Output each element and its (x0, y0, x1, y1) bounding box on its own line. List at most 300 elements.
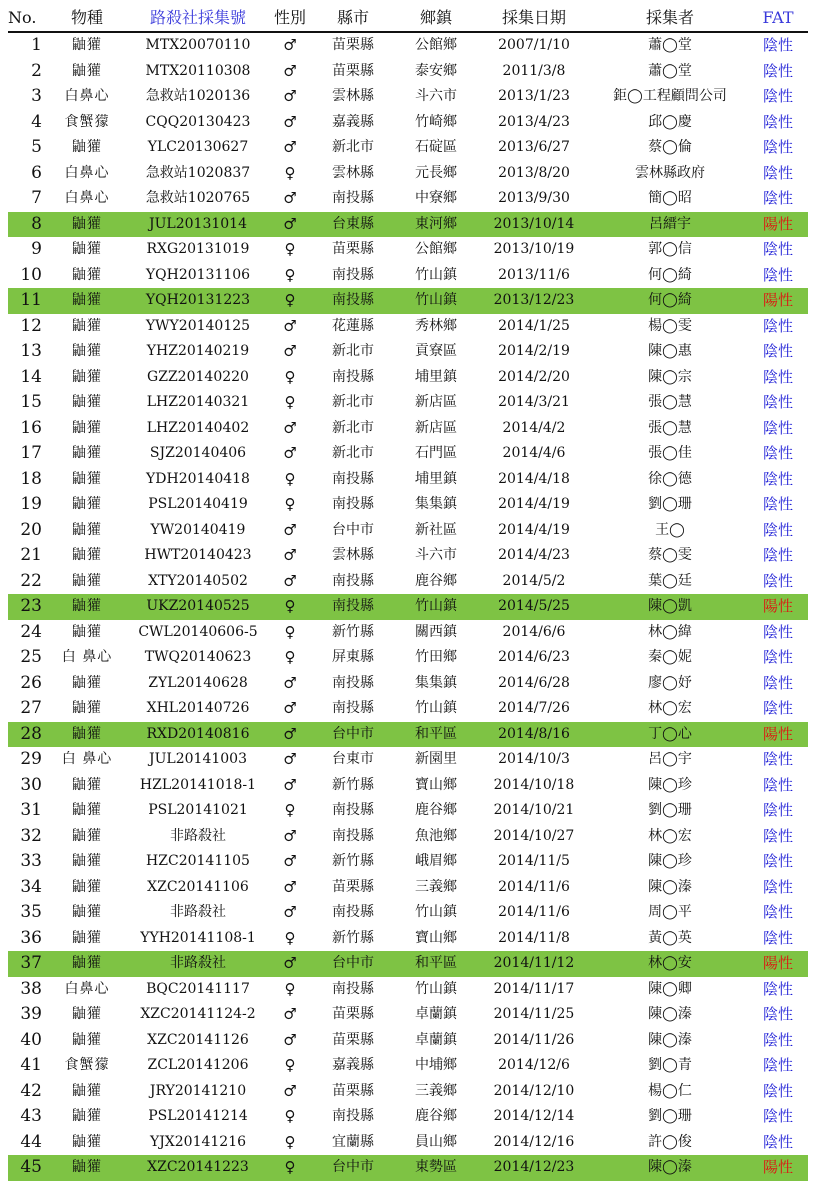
cell-no: 37 (8, 951, 48, 977)
table-row (8, 263, 808, 289)
cell-no: 43 (20, 1106, 42, 1126)
cell-species: 鼬獾 (72, 1133, 102, 1150)
cell-fat-result: 陰性 (762, 138, 793, 156)
cell-specimen-id: LHZ20140402 (146, 419, 250, 436)
cell-county: 台中市 (332, 521, 374, 538)
cell-species: 鼬獾 (72, 266, 102, 283)
cell-specimen-id: SJZ20140406 (149, 445, 247, 461)
cell-town: 中埔鄉 (415, 1057, 457, 1073)
table-row (8, 1104, 808, 1130)
cell-fat-result: 陰性 (762, 520, 793, 539)
cell-sex: ♀ (284, 393, 296, 411)
cell-no: 5 (31, 137, 42, 157)
cell-collector: 楊◯雯 (648, 317, 692, 334)
cell-species: 鼬獾 (72, 368, 102, 385)
cell-specimen-id: RXG20131019 (146, 241, 250, 257)
cell-fat-result: 陰性 (762, 852, 793, 870)
cell-county: 雲林縣 (332, 164, 374, 181)
cell-town: 公館鄉 (415, 241, 457, 257)
cell-sex: ♂ (283, 673, 297, 692)
cell-collector: 林◯宏 (648, 700, 692, 716)
cell-sex: ♀ (284, 801, 296, 819)
table-row (8, 1053, 808, 1079)
cell-no: 23 (8, 594, 48, 620)
cell-county: 南投縣 (332, 802, 374, 818)
cell-town: 寶山鄉 (415, 929, 457, 946)
table-row (8, 1028, 808, 1054)
cell-species: 鼬獾 (72, 470, 102, 487)
cell-county: 台中市 (310, 951, 396, 977)
table-row-positive (8, 288, 808, 314)
header-no: No. (8, 5, 48, 32)
table-row (8, 620, 808, 646)
cell-sex: ♀ (284, 163, 296, 182)
cell-no: 2 (31, 60, 42, 81)
cell-specimen-id: YQH20131106 (145, 266, 251, 283)
cell-sex: ♂ (283, 520, 297, 539)
cell-date: 2014/11/5 (498, 853, 570, 869)
cell-collector: 陳◯宗 (648, 368, 692, 385)
cell-sex: ♀ (270, 1155, 310, 1181)
cell-species: 鼬獾 (72, 853, 102, 869)
cell-specimen-id: 急救站1020837 (145, 164, 251, 181)
cell-town: 鹿谷鄉 (415, 572, 457, 589)
cell-town: 東勢區 (396, 1155, 476, 1181)
cell-no: 45 (8, 1155, 48, 1181)
cell-fat-result: 陰性 (762, 673, 793, 692)
table-row (8, 161, 808, 187)
table-row (8, 59, 808, 85)
cell-fat-result: 陰性 (762, 826, 793, 845)
cell-specimen-id: UKZ20140525 (126, 594, 270, 620)
cell-collector: 林◯宏 (648, 827, 692, 844)
table-row (8, 84, 808, 110)
cell-sex: ♂ (283, 418, 297, 437)
cell-no: 32 (20, 825, 42, 846)
cell-town: 峨眉鄉 (415, 853, 457, 869)
header-fat: FAT (748, 5, 808, 32)
cell-collector: 陳◯溱 (648, 1031, 692, 1048)
cell-date: 2014/4/19 (498, 521, 570, 538)
cell-species: 鼬獾 (72, 674, 102, 691)
cell-date: 2014/4/18 (498, 470, 570, 487)
cell-date: 2014/10/27 (493, 827, 575, 844)
cell-no: 20 (20, 519, 42, 540)
cell-town: 新店區 (415, 419, 457, 436)
cell-fat-result: 陽性 (748, 951, 808, 977)
table-header (8, 5, 808, 32)
cell-sex: ♂ (283, 571, 297, 590)
cell-species: 鼬獾 (72, 521, 102, 538)
cell-town: 鹿谷鄉 (415, 802, 457, 818)
cell-sex: ♂ (283, 444, 297, 462)
cell-species: 鼬獾 (72, 878, 102, 895)
cell-no: 28 (8, 722, 48, 748)
cell-fat-result: 陰性 (762, 342, 793, 360)
table-row (8, 773, 808, 799)
cell-sex: ♂ (270, 212, 310, 238)
cell-county: 新北市 (332, 343, 374, 359)
table-row (8, 467, 808, 493)
cell-no: 3 (31, 86, 42, 106)
cell-date: 2014/5/2 (502, 572, 566, 589)
cell-collector: 陳◯溱 (592, 1155, 748, 1181)
cell-sex: ♂ (283, 775, 297, 794)
cell-county: 台中市 (310, 722, 396, 748)
cell-county: 嘉義縣 (332, 1057, 374, 1073)
cell-no: 19 (20, 494, 42, 514)
cell-no: 24 (20, 621, 42, 642)
cell-specimen-id: 非路殺社 (126, 951, 270, 977)
cell-sex: ♂ (283, 750, 297, 768)
cell-specimen-id: YW20140419 (150, 521, 246, 538)
table-row (8, 186, 808, 212)
cell-fat-result: 陰性 (762, 393, 793, 411)
cell-town: 竹山鎮 (396, 288, 476, 314)
cell-specimen-id: YDH20140418 (146, 470, 250, 487)
cell-specimen-id: JUL20141003 (149, 751, 247, 767)
table-row (8, 416, 808, 442)
cell-town: 元長鄉 (415, 164, 457, 181)
cell-fat-result: 陰性 (762, 469, 793, 488)
cell-fat-result: 陰性 (762, 1005, 793, 1023)
cell-collector: 秦◯妮 (648, 649, 692, 665)
cell-no: 22 (20, 570, 42, 591)
cell-species: 白鼻心 (64, 980, 110, 997)
cell-species: 鼬獾 (48, 212, 126, 238)
cell-date: 2014/11/6 (498, 878, 570, 895)
table-row (8, 1002, 808, 1028)
cell-date: 2014/4/2 (502, 419, 566, 436)
cell-no: 18 (20, 468, 42, 489)
cell-town: 卓蘭鎮 (415, 1031, 457, 1048)
table-row (8, 824, 808, 850)
cell-fat-result: 陰性 (762, 928, 793, 947)
cell-no: 8 (8, 212, 48, 238)
cell-county: 南投縣 (332, 572, 374, 589)
cell-collector: 王◯ (655, 521, 685, 538)
cell-specimen-id: XZC20141106 (147, 878, 249, 895)
cell-no: 30 (20, 774, 42, 795)
cell-species: 鼬獾 (72, 394, 102, 410)
cell-species: 鼬獾 (72, 445, 102, 461)
cell-date: 2013/12/23 (476, 288, 592, 314)
table-row (8, 390, 808, 416)
cell-no: 4 (31, 111, 42, 132)
cell-no: 27 (20, 698, 42, 718)
cell-species: 鼬獾 (72, 419, 102, 436)
header-county: 縣市 (310, 5, 396, 32)
cell-specimen-id: RXD20140816 (126, 722, 270, 748)
cell-collector: 葉◯廷 (648, 572, 692, 589)
cell-species: 鼬獾 (48, 1155, 126, 1181)
cell-fat-result: 陰性 (762, 1056, 793, 1074)
cell-date: 2011/3/8 (502, 62, 566, 79)
cell-town: 新社區 (415, 521, 457, 538)
cell-fat-result: 陰性 (762, 648, 793, 666)
cell-no: 11 (8, 288, 48, 314)
cell-collector: 蔡◯倫 (648, 139, 692, 155)
cell-town: 竹崎鄉 (415, 113, 457, 130)
cell-town: 卓蘭鎮 (415, 1006, 457, 1022)
cell-county: 新北市 (332, 445, 374, 461)
table-row (8, 339, 808, 365)
cell-specimen-id: HZL20141018-1 (139, 776, 257, 793)
cell-date: 2014/8/16 (476, 722, 592, 748)
header-id: 路殺社採集號 (126, 5, 270, 32)
cell-no: 39 (20, 1004, 42, 1024)
cell-fat-result: 陰性 (762, 622, 793, 641)
cell-sex: ♂ (283, 852, 297, 870)
cell-sex: ♀ (284, 979, 296, 998)
cell-sex: ♀ (284, 1107, 296, 1125)
cell-sex: ♂ (283, 342, 297, 360)
cell-sex: ♂ (270, 951, 310, 977)
cell-town: 中寮鄉 (415, 190, 457, 206)
cell-town: 新園里 (415, 751, 457, 767)
cell-sex: ♂ (270, 722, 310, 748)
cell-sex: ♀ (284, 495, 296, 513)
cell-town: 斗六市 (415, 88, 457, 104)
cell-sex: ♂ (283, 877, 297, 896)
cell-town: 竹山鎮 (396, 594, 476, 620)
cell-sex: ♀ (270, 288, 310, 314)
cell-collector: 周◯平 (648, 904, 692, 920)
cell-town: 寶山鄉 (415, 776, 457, 793)
table-row-positive (8, 951, 808, 977)
cell-town: 竹山鎮 (415, 904, 457, 920)
cell-no: 44 (20, 1131, 42, 1152)
table-row (8, 365, 808, 391)
cell-fat-result: 陰性 (762, 801, 793, 819)
cell-collector: 張◯慧 (648, 394, 692, 410)
cell-town: 集集鎮 (415, 674, 457, 691)
cell-species: 鼬獾 (72, 827, 102, 844)
table-row-positive (8, 594, 808, 620)
table-row (8, 671, 808, 697)
table-row (8, 798, 808, 824)
cell-no: 13 (20, 341, 42, 361)
cell-collector: 陳◯溱 (648, 878, 692, 895)
cell-county: 台東縣 (310, 212, 396, 238)
cell-specimen-id: TWQ20140623 (144, 649, 252, 665)
cell-fat-result: 陰性 (762, 979, 793, 998)
cell-species: 鼬獾 (72, 139, 102, 155)
cell-specimen-id: JRY20141210 (149, 1082, 247, 1099)
cell-species: 鼬獾 (48, 288, 126, 314)
cell-species: 鼬獾 (72, 904, 102, 920)
table-row (8, 747, 808, 773)
cell-species: 鼬獾 (72, 547, 102, 563)
cell-collector: 廖◯妤 (648, 674, 692, 691)
cell-no: 1 (31, 35, 42, 55)
cell-fat-result: 陰性 (762, 571, 793, 590)
cell-town: 竹山鎮 (415, 980, 457, 997)
cell-specimen-id: ZYL20140628 (148, 674, 248, 691)
cell-no: 40 (20, 1029, 42, 1050)
table-row (8, 977, 808, 1003)
cell-fat-result: 陰性 (762, 1132, 793, 1151)
cell-specimen-id: YWY20140125 (145, 317, 251, 334)
cell-date: 2007/1/10 (498, 37, 570, 53)
cell-no: 25 (20, 647, 42, 667)
cell-species: 鼬獾 (72, 700, 102, 716)
table-row (8, 875, 808, 901)
cell-fat-result: 陰性 (762, 163, 793, 182)
cell-town: 斗六市 (415, 547, 457, 563)
cell-species: 食蟹獴 (64, 113, 110, 130)
cell-no: 29 (20, 749, 42, 769)
cell-collector: 劉◯青 (648, 1057, 692, 1073)
cell-collector: 郭◯信 (648, 241, 692, 257)
table-row (8, 237, 808, 263)
cell-county: 南投縣 (332, 368, 374, 385)
cell-collector: 楊◯仁 (648, 1082, 692, 1099)
cell-sex: ♂ (283, 112, 297, 131)
cell-sex: ♀ (284, 367, 296, 386)
header-date: 採集日期 (476, 5, 592, 32)
cell-fat-result: 陽性 (748, 212, 808, 238)
cell-county: 苗栗縣 (332, 62, 374, 79)
cell-date: 2014/11/12 (476, 951, 592, 977)
cell-sex: ♀ (284, 928, 296, 947)
cell-town: 竹山鎮 (415, 700, 457, 716)
cell-specimen-id: CWL20140606-5 (138, 623, 258, 640)
cell-county: 南投縣 (332, 496, 374, 512)
table-row (8, 696, 808, 722)
cell-county: 屏東縣 (332, 649, 374, 665)
table-row (8, 441, 808, 467)
cell-date: 2014/10/18 (493, 776, 575, 793)
cell-sex: ♂ (283, 1081, 297, 1100)
cell-collector: 陳◯珍 (648, 853, 692, 869)
cell-species: 鼬獾 (48, 594, 126, 620)
cell-specimen-id: CQQ20130423 (145, 113, 251, 130)
cell-town: 三義鄉 (415, 878, 457, 895)
cell-fat-result: 陰性 (762, 546, 793, 564)
cell-county: 台東市 (332, 751, 374, 767)
header-row (8, 5, 808, 32)
table-row (8, 518, 808, 544)
cell-date: 2014/12/6 (498, 1057, 570, 1073)
cell-fat-result: 陰性 (762, 1030, 793, 1049)
cell-species: 鼬獾 (72, 343, 102, 359)
cell-specimen-id: XTY20140502 (148, 572, 248, 589)
cell-county: 南投縣 (332, 470, 374, 487)
table-row (8, 32, 808, 59)
cell-fat-result: 陰性 (762, 240, 793, 258)
cell-town: 和平區 (396, 722, 476, 748)
specimen-table (8, 5, 808, 1181)
table-row (8, 135, 808, 161)
cell-county: 苗栗縣 (332, 37, 374, 53)
cell-no: 41 (20, 1055, 42, 1075)
cell-sex: ♀ (284, 622, 296, 641)
cell-fat-result: 陰性 (762, 699, 793, 717)
cell-collector: 徐◯德 (648, 470, 692, 487)
cell-species: 鼬獾 (72, 496, 102, 512)
cell-town: 秀林鄉 (415, 317, 457, 334)
cell-species: 鼬獾 (72, 802, 102, 818)
cell-sex: ♂ (283, 903, 297, 921)
cell-collector: 陳◯珍 (648, 776, 692, 793)
cell-county: 雲林縣 (332, 547, 374, 563)
header-town: 鄉鎮 (396, 5, 476, 32)
cell-county: 南投縣 (332, 190, 374, 206)
cell-no: 6 (31, 162, 42, 183)
cell-no: 9 (31, 239, 42, 259)
cell-collector: 劉◯珊 (648, 802, 692, 818)
cell-specimen-id: YHZ20140219 (146, 343, 250, 359)
table-row (8, 1130, 808, 1156)
cell-no: 21 (20, 545, 42, 565)
cell-town: 石門區 (415, 445, 457, 461)
cell-fat-result: 陰性 (762, 36, 793, 54)
table-row (8, 926, 808, 952)
cell-specimen-id: GZZ20140220 (147, 368, 249, 385)
cell-date: 2014/11/17 (493, 980, 575, 997)
cell-specimen-id: 非路殺社 (170, 827, 226, 844)
cell-county: 苗栗縣 (332, 1006, 374, 1022)
cell-collector: 鉅◯工程顧問公司 (613, 88, 727, 104)
cell-date: 2014/11/8 (498, 929, 570, 946)
cell-species: 鼬獾 (48, 722, 126, 748)
cell-town: 公館鄉 (415, 37, 457, 53)
cell-county: 嘉義縣 (332, 113, 374, 130)
cell-town: 竹田鄉 (415, 649, 457, 665)
cell-sex: ♀ (284, 240, 296, 258)
cell-date: 2014/12/16 (493, 1133, 575, 1150)
cell-town: 竹山鎮 (415, 266, 457, 283)
cell-specimen-id: MTX20070110 (145, 37, 251, 53)
cell-collector: 蕭◯堂 (648, 62, 692, 79)
cell-sex: ♀ (284, 1132, 296, 1151)
cell-specimen-id: 急救站1020136 (145, 88, 251, 104)
cell-date: 2013/10/19 (493, 241, 575, 257)
cell-no: 17 (20, 443, 42, 463)
cell-species: 鼬獾 (48, 951, 126, 977)
cell-fat-result: 陰性 (762, 87, 793, 105)
cell-town: 集集鎮 (415, 496, 457, 512)
cell-collector: 呂◯宇 (648, 751, 692, 767)
cell-county: 苗栗縣 (332, 878, 374, 895)
cell-collector: 張◯慧 (648, 419, 692, 436)
table-row (8, 110, 808, 136)
cell-specimen-id: PSL20140419 (148, 496, 248, 512)
cell-no: 7 (31, 188, 42, 208)
cell-no: 36 (20, 927, 42, 948)
cell-county: 南投縣 (332, 1108, 374, 1124)
cell-collector: 黃◯英 (648, 929, 692, 946)
cell-specimen-id: YJX20141216 (149, 1133, 247, 1150)
cell-date: 2013/1/23 (498, 88, 570, 104)
cell-fat-result: 陰性 (762, 1081, 793, 1100)
table-row (8, 543, 808, 569)
cell-sex: ♀ (270, 594, 310, 620)
cell-county: 南投縣 (332, 700, 374, 716)
cell-sex: ♂ (283, 36, 297, 54)
cell-county: 南投縣 (310, 594, 396, 620)
cell-collector: 何◯綺 (592, 288, 748, 314)
cell-sex: ♂ (283, 1030, 297, 1049)
cell-specimen-id: XZC20141126 (147, 1031, 249, 1048)
cell-town: 貢寮區 (415, 343, 457, 359)
cell-town: 和平區 (396, 951, 476, 977)
cell-date: 2014/11/26 (493, 1031, 575, 1048)
table-row (8, 900, 808, 926)
table-row-positive (8, 212, 808, 238)
cell-specimen-id: XZC20141124-2 (140, 1006, 256, 1022)
